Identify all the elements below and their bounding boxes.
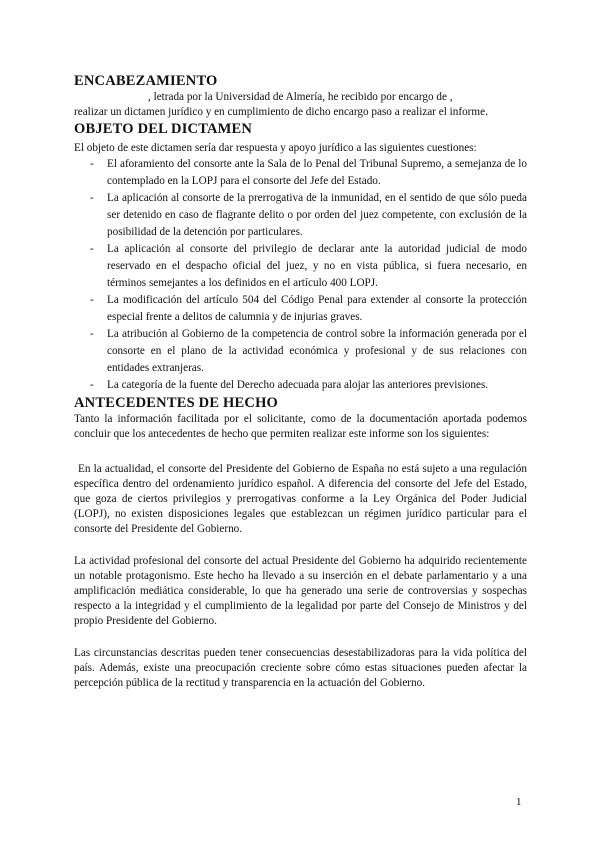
dash-marker: -	[90, 294, 94, 306]
list-item	[74, 326, 527, 377]
encabezamiento-line-2: realizar un dictamen jurídico y en cumplimiento de dicho encargo paso a realizar el informe.	[74, 106, 488, 118]
heading-encabezamiento: ENCABEZAMIENTO	[74, 73, 218, 89]
page-number: 1	[516, 796, 522, 808]
dash-marker: -	[90, 328, 94, 340]
encabezamiento-line-1: , letrada por la Universidad de Almería, he recibido por encargo de ,	[148, 91, 453, 103]
objeto-intro: El objeto de este dictamen sería dar respuesta y apoyo jurídico a las siguientes cuestiones:	[74, 142, 477, 154]
list-item	[74, 156, 527, 190]
dash-marker: -	[90, 158, 94, 170]
list-item	[74, 190, 527, 241]
dash-marker: -	[90, 243, 94, 255]
list-item-text: La categoría de la fuente del Derecho adecuada para alojar las anteriores previsiones.	[107, 379, 489, 391]
list-item	[74, 241, 527, 292]
dash-marker: -	[90, 379, 94, 391]
dash-marker: -	[90, 192, 94, 204]
list-item	[74, 377, 527, 394]
list-item-text: La aplicación al consorte del privilegio de declarar ante la autoridad judicial de modo reservado en el despacho oficial del juez, y no en vista pública, si fuera necesario, en términos semejantes a los definidos en el artículo 400 LOPJ.	[107, 243, 527, 289]
antecedentes-paragraph-2: La actividad profesional del consorte del actual Presidente del Gobierno ha adquirido recientemente un notable protagonismo. Este hecho ha llevado a su inserción en el debate parlamentario y a una amplificación mediática considerable, lo que ha generado una serie de controversias y sospechas respecto a la integridad y el cumplimiento de la legalidad por parte del Consejo de Ministros y del propio Presidente del Gobierno.	[74, 555, 527, 627]
heading-antecedentes-de-hecho: ANTECEDENTES DE HECHO	[74, 395, 279, 411]
antecedentes-intro: Tanto la información facilitada por el solicitante, como de la documentación aportada podemos concluir que los antecedentes de hecho que permiten realizar este informe son los siguientes:	[74, 413, 527, 440]
list-item-text: La modificación del artículo 504 del Código Penal para extender al consorte la protección especial frente a delitos de calumnia y de injurias graves.	[107, 294, 527, 323]
antecedentes-paragraph-1: En la actualidad, el consorte del Presidente del Gobierno de España no está sujeto a una regulación específica dentro del ordenamiento jurídico español. A diferencia del consorte del Jefe del Estado, que goza de ciertos privilegios y prerrogativas conforme a la Ley Orgánica del Poder Judicial (LOPJ), no existen disposiciones legales que establezcan un régimen jurídico particular para el consorte del Presidente del Gobierno.	[74, 463, 527, 535]
list-item	[74, 292, 527, 326]
cuestiones-list	[74, 156, 527, 394]
heading-objeto-del-dictamen: OBJETO DEL DICTAMEN	[74, 121, 253, 137]
list-item-text: La atribución al Gobierno de la competencia de control sobre la información generada por el consorte en el plano de la actividad económica y profesional y de sus relaciones con entidades extranjeras.	[107, 328, 527, 374]
document-page	[74, 72, 527, 691]
antecedentes-paragraph-3: Las circunstancias descritas pueden tener consecuencias desestabilizadoras para la vida política del país. Además, existe una preocupación creciente sobre cómo estas situaciones pueden afectar la percepción pública de la rectitud y transparencia en la actuación del Gobierno.	[74, 647, 527, 689]
list-item-text: La aplicación al consorte de la prerrogativa de la inmunidad, en el sentido de que sólo pueda ser detenido en caso de flagrante delito o por orden del juez competente, con exclusión de la posibilidad de la detención por particulares.	[107, 192, 527, 238]
list-item-text: El aforamiento del consorte ante la Sala de lo Penal del Tribunal Supremo, a semejanza de lo contemplado en la LOPJ para el consorte del Jefe del Estado.	[107, 158, 527, 187]
